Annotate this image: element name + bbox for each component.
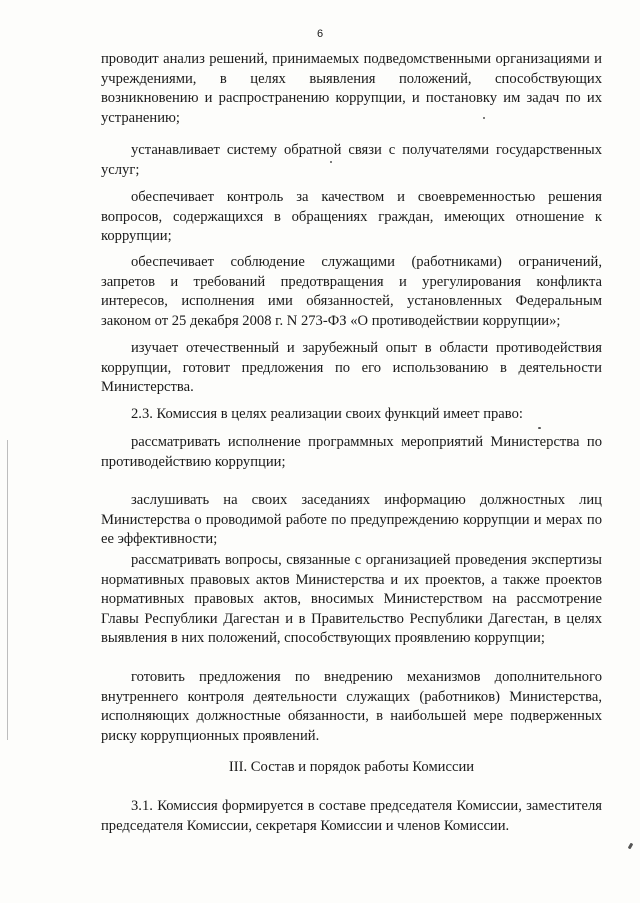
page-number: 6 [316,28,324,40]
scan-speck [538,427,541,429]
paragraph-analysis: проводит анализ решений, принимаемых подведомственными организациями и учреждениями, в целях выявления положений, способствующих возникновению и распространению коррупции, и постановку им задач по их устранению; [101,51,602,126]
scan-speck [330,161,332,163]
paragraph-expertise: рассматривать вопросы, связанные с организацией проведения экспертизы нормативных правовых актов Министерства и их проектов, а также проектов нормативных правовых актов, вносимых Министерством на рассмотрение Главы Республики Дагестан и в Правительство Республики Дагестан, в целях выявления в них положений, способствующих проявлению коррупции; [101,552,602,646]
paragraph-proposals: готовить предложения по внедрению механизмов дополнительного внутреннего контроля деятельности служащих (работников) Министерства, исполняющих должностные обязанности, в наибольшей мере подверженных риску коррупционных проявлений. [101,669,602,744]
scan-speck [628,843,634,850]
paragraph-review-programs: рассматривать исполнение программных мероприятий Министерства по противодействию коррупции; [101,434,602,470]
paragraph-compliance: обеспечивает соблюдение служащими (работниками) ограничений, запретов и требований предотвращения и урегулирования конфликта интересов, исполнения ими обязанностей, установленных Федеральным законом от 25 декабря 2008 г. N 273-ФЗ «О противодействии коррупции»; [101,254,602,329]
section-heading: III. Состав и порядок работы Комиссии [228,759,475,775]
paragraph-feedback: устанавливает систему обратной связи с получателями государственных услуг; [101,142,602,178]
scan-edge-line [7,440,8,740]
paragraph-control: обеспечивает контроль за качеством и своевременностью решения вопросов, содержащихся в обращениях граждан, имеющих отношение к коррупции; [101,189,602,244]
scan-speck [483,117,485,119]
paragraph-rights-intro: 2.3. Комиссия в целях реализации своих функций имеет право: [131,406,523,422]
paragraph-experience: изучает отечественный и зарубежный опыт в области противодействия коррупции, готовит предложения по его использованию в деятельности Министерства. [101,340,602,395]
paragraph-composition: 3.1. Комиссия формируется в составе председателя Комиссии, заместителя председателя Комиссии, секретаря Комиссии и членов Комиссии. [101,798,602,834]
paragraph-hear-officials: заслушивать на своих заседаниях информацию должностных лиц Министерства о проводимой работе по предупреждению коррупции и мерах по ее эффективности; [101,492,602,547]
